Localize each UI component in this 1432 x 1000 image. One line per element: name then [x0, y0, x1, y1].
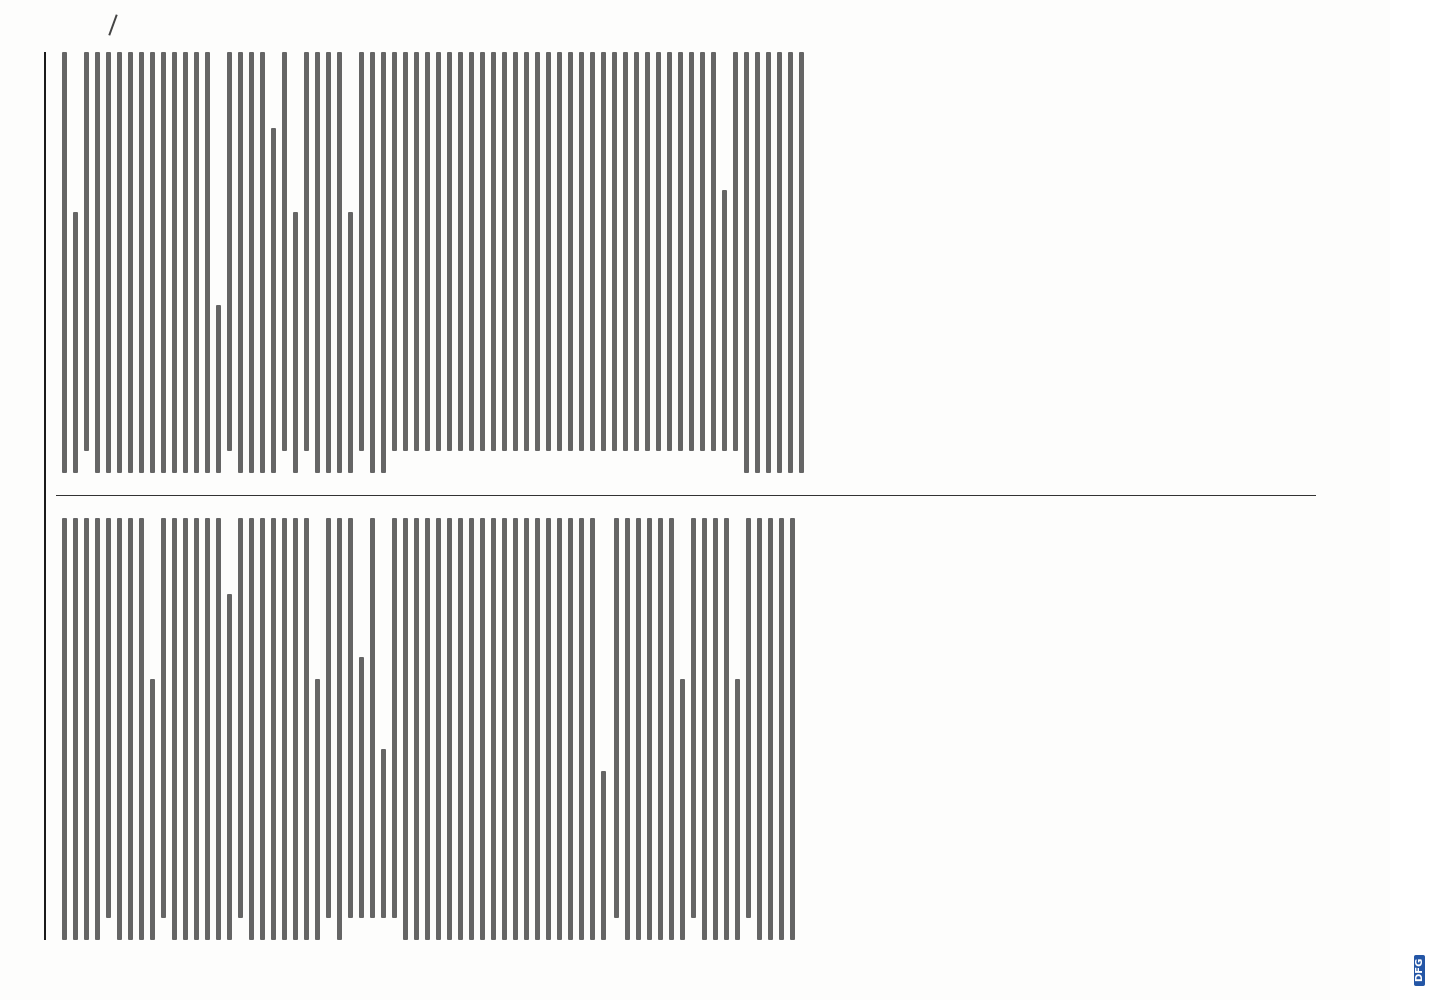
column-divider [56, 496, 1316, 497]
digitization-credit [1412, 10, 1425, 990]
text-columns [56, 52, 1316, 940]
right-column [56, 52, 1316, 474]
running-head [36, 52, 42, 940]
dfg-badge: DFG [1414, 955, 1425, 986]
left-column [56, 519, 1316, 941]
header-rule [44, 52, 46, 940]
